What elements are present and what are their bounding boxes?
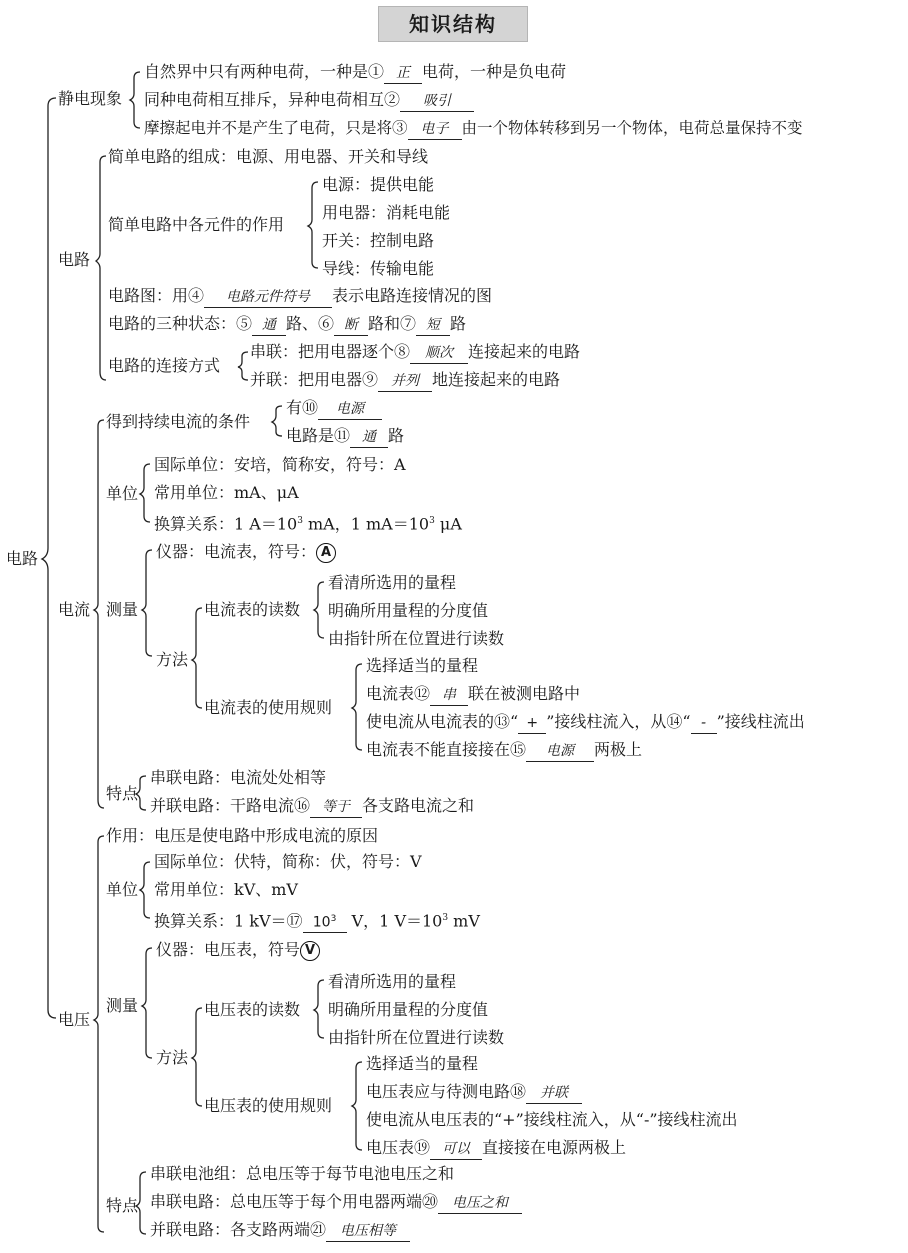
- voltage-read-3: 由指针所在位置进行读数: [328, 1028, 505, 1047]
- circuit-role-4: 导线：传输电能: [322, 259, 435, 278]
- current-rule-label: 电流表的使用规则: [204, 698, 333, 717]
- current-cond-2: 电路是⑪ 通 路: [286, 426, 404, 448]
- voltage-role: 作用：电压是使电路中形成电流的原因: [106, 826, 379, 845]
- current-read-2: 明确所用量程的分度值: [328, 601, 489, 620]
- static-line-3: 摩擦起电并不是产生了电荷，只是将③ 电子 由一个物体转移到另一个物体，电荷总量保持不变: [144, 118, 803, 140]
- voltage-read-1: 看清所选用的量程: [328, 972, 457, 991]
- current-measure-label: 测量: [106, 600, 139, 619]
- section-label-static: 静电现象: [58, 89, 123, 108]
- voltage-method-label: 方法: [156, 1048, 189, 1067]
- blank-17: $10^3$: [303, 909, 347, 934]
- current-unit-3: 换算关系：1 $A=10^3$ mA，1 $mA=10^3$ μA: [154, 514, 462, 534]
- circuit-diagram: 电路图：用④ 电路元件符号 表示电路连接情况的图: [108, 286, 492, 308]
- voltage-read-2: 明确所用量程的分度值: [328, 1000, 489, 1019]
- current-rule-3: 使电流从电流表的⑬“ + ”接线柱流入，从⑭“ - ”接线柱流出: [366, 712, 805, 734]
- current-rule-4: 电流表不能直接接在⑮ 电源 两极上: [366, 740, 642, 762]
- circuit-series: 串联：把用电器逐个⑧ 顺次 连接起来的电路: [250, 342, 580, 364]
- blank-13: +: [518, 713, 546, 734]
- section-label-current: 电流: [58, 600, 91, 619]
- current-feature-label: 特点: [106, 784, 139, 803]
- voltage-feature-3: 并联电路：各支路两端㉑ 电压相等: [150, 1220, 410, 1242]
- blank-20: 电压之和: [438, 1193, 522, 1214]
- voltage-instrument: 仪器：电压表，符号 V: [156, 940, 320, 961]
- blank-16: 等于: [310, 797, 362, 818]
- voltmeter-symbol-icon: V: [300, 941, 320, 961]
- circuit-role-label: 简单电路中各元件的作用: [108, 215, 285, 234]
- circuit-compose: 简单电路的组成：电源、用电器、开关和导线: [108, 147, 429, 166]
- current-cond-label: 得到持续电流的条件: [106, 412, 251, 431]
- blank-9: 并列: [378, 371, 432, 392]
- voltage-rule-2: 电压表应与待测电路⑱ 并联: [366, 1082, 582, 1104]
- current-rule-2: 电流表⑫ 串 联在被测电路中: [366, 684, 580, 706]
- blank-19: 可以: [430, 1139, 482, 1160]
- circuit-parallel: 并联：把用电器⑨ 并列 地连接起来的电路: [250, 370, 560, 392]
- voltage-rule-1: 选择适当的量程: [366, 1054, 479, 1073]
- blank-14: -: [691, 713, 717, 734]
- blank-5: 通: [252, 315, 286, 336]
- circuit-role-2: 用电器：消耗电能: [322, 203, 451, 222]
- blank-12: 串: [430, 685, 468, 706]
- section-label-circuit: 电路: [58, 250, 91, 269]
- voltage-unit-2: 常用单位：kV、mV: [154, 880, 298, 899]
- circuit-states: 电路的三种状态：⑤ 通 路、⑥ 断 路和⑦ 短 路: [108, 314, 466, 336]
- current-rule-1: 选择适当的量程: [366, 656, 479, 675]
- blank-15: 电源: [526, 741, 594, 762]
- voltage-unit-label: 单位: [106, 880, 139, 899]
- static-line-2: 同种电荷相互排斥，异种电荷相互② 吸引: [144, 90, 474, 112]
- blank-6: 断: [334, 315, 368, 336]
- current-feature-1: 串联电路：电流处处相等: [150, 768, 327, 787]
- current-unit-1: 国际单位：安培，简称安，符号：A: [154, 455, 406, 474]
- blank-21: 电压相等: [326, 1221, 410, 1242]
- root-label: 电路: [6, 549, 39, 568]
- current-cond-1: 有⑩ 电源: [286, 398, 382, 420]
- voltage-read-label: 电压表的读数: [204, 1000, 301, 1019]
- current-read-1: 看清所选用的量程: [328, 573, 457, 592]
- voltage-feature-1: 串联电池组：总电压等于每节电池电压之和: [150, 1164, 455, 1183]
- circuit-role-1: 电源：提供电能: [322, 175, 435, 194]
- voltage-rule-4: 电压表⑲ 可以 直接接在电源两极上: [366, 1138, 626, 1160]
- voltage-feature-2: 串联电路：总电压等于每个用电器两端⑳ 电压之和: [150, 1192, 522, 1214]
- blank-4: 电路元件符号: [204, 287, 332, 308]
- section-label-voltage: 电压: [58, 1010, 91, 1029]
- current-unit-2: 常用单位：mA、μA: [154, 483, 299, 502]
- static-line-1: 自然界中只有两种电荷，一种是① 正 电荷，一种是负电荷: [144, 62, 566, 84]
- voltage-unit-3: 换算关系：1 kV＝⑰ $10^3$ V，1 $V=10^3$ mV: [154, 908, 480, 933]
- circuit-role-3: 开关：控制电路: [322, 231, 435, 250]
- current-instrument: 仪器：电流表，符号： A: [156, 542, 336, 563]
- blank-1: 正: [384, 63, 422, 84]
- voltage-rule-label: 电压表的使用规则: [204, 1096, 333, 1115]
- current-method-label: 方法: [156, 650, 189, 669]
- current-unit-label: 单位: [106, 484, 139, 503]
- blank-11: 通: [350, 427, 388, 448]
- blank-7: 短: [416, 315, 450, 336]
- voltage-feature-label: 特点: [106, 1196, 139, 1215]
- blank-3: 电子: [408, 119, 462, 140]
- blank-10: 电源: [318, 399, 382, 420]
- voltage-measure-label: 测量: [106, 996, 139, 1015]
- current-read-label: 电流表的读数: [204, 600, 301, 619]
- current-feature-2: 并联电路：干路电流⑯ 等于 各支路电流之和: [150, 796, 474, 818]
- page-title: 知识结构: [378, 6, 528, 42]
- blank-18: 并联: [526, 1083, 582, 1104]
- ammeter-symbol-icon: A: [316, 543, 336, 563]
- current-read-3: 由指针所在位置进行读数: [328, 629, 505, 648]
- voltage-rule-3: 使电流从电压表的“+”接线柱流入，从“-”接线柱流出: [366, 1110, 738, 1129]
- blank-2: 吸引: [400, 91, 474, 112]
- blank-8: 顺次: [410, 343, 468, 364]
- circuit-conn-label: 电路的连接方式: [108, 356, 221, 375]
- voltage-unit-1: 国际单位：伏特，简称：伏，符号：V: [154, 852, 422, 871]
